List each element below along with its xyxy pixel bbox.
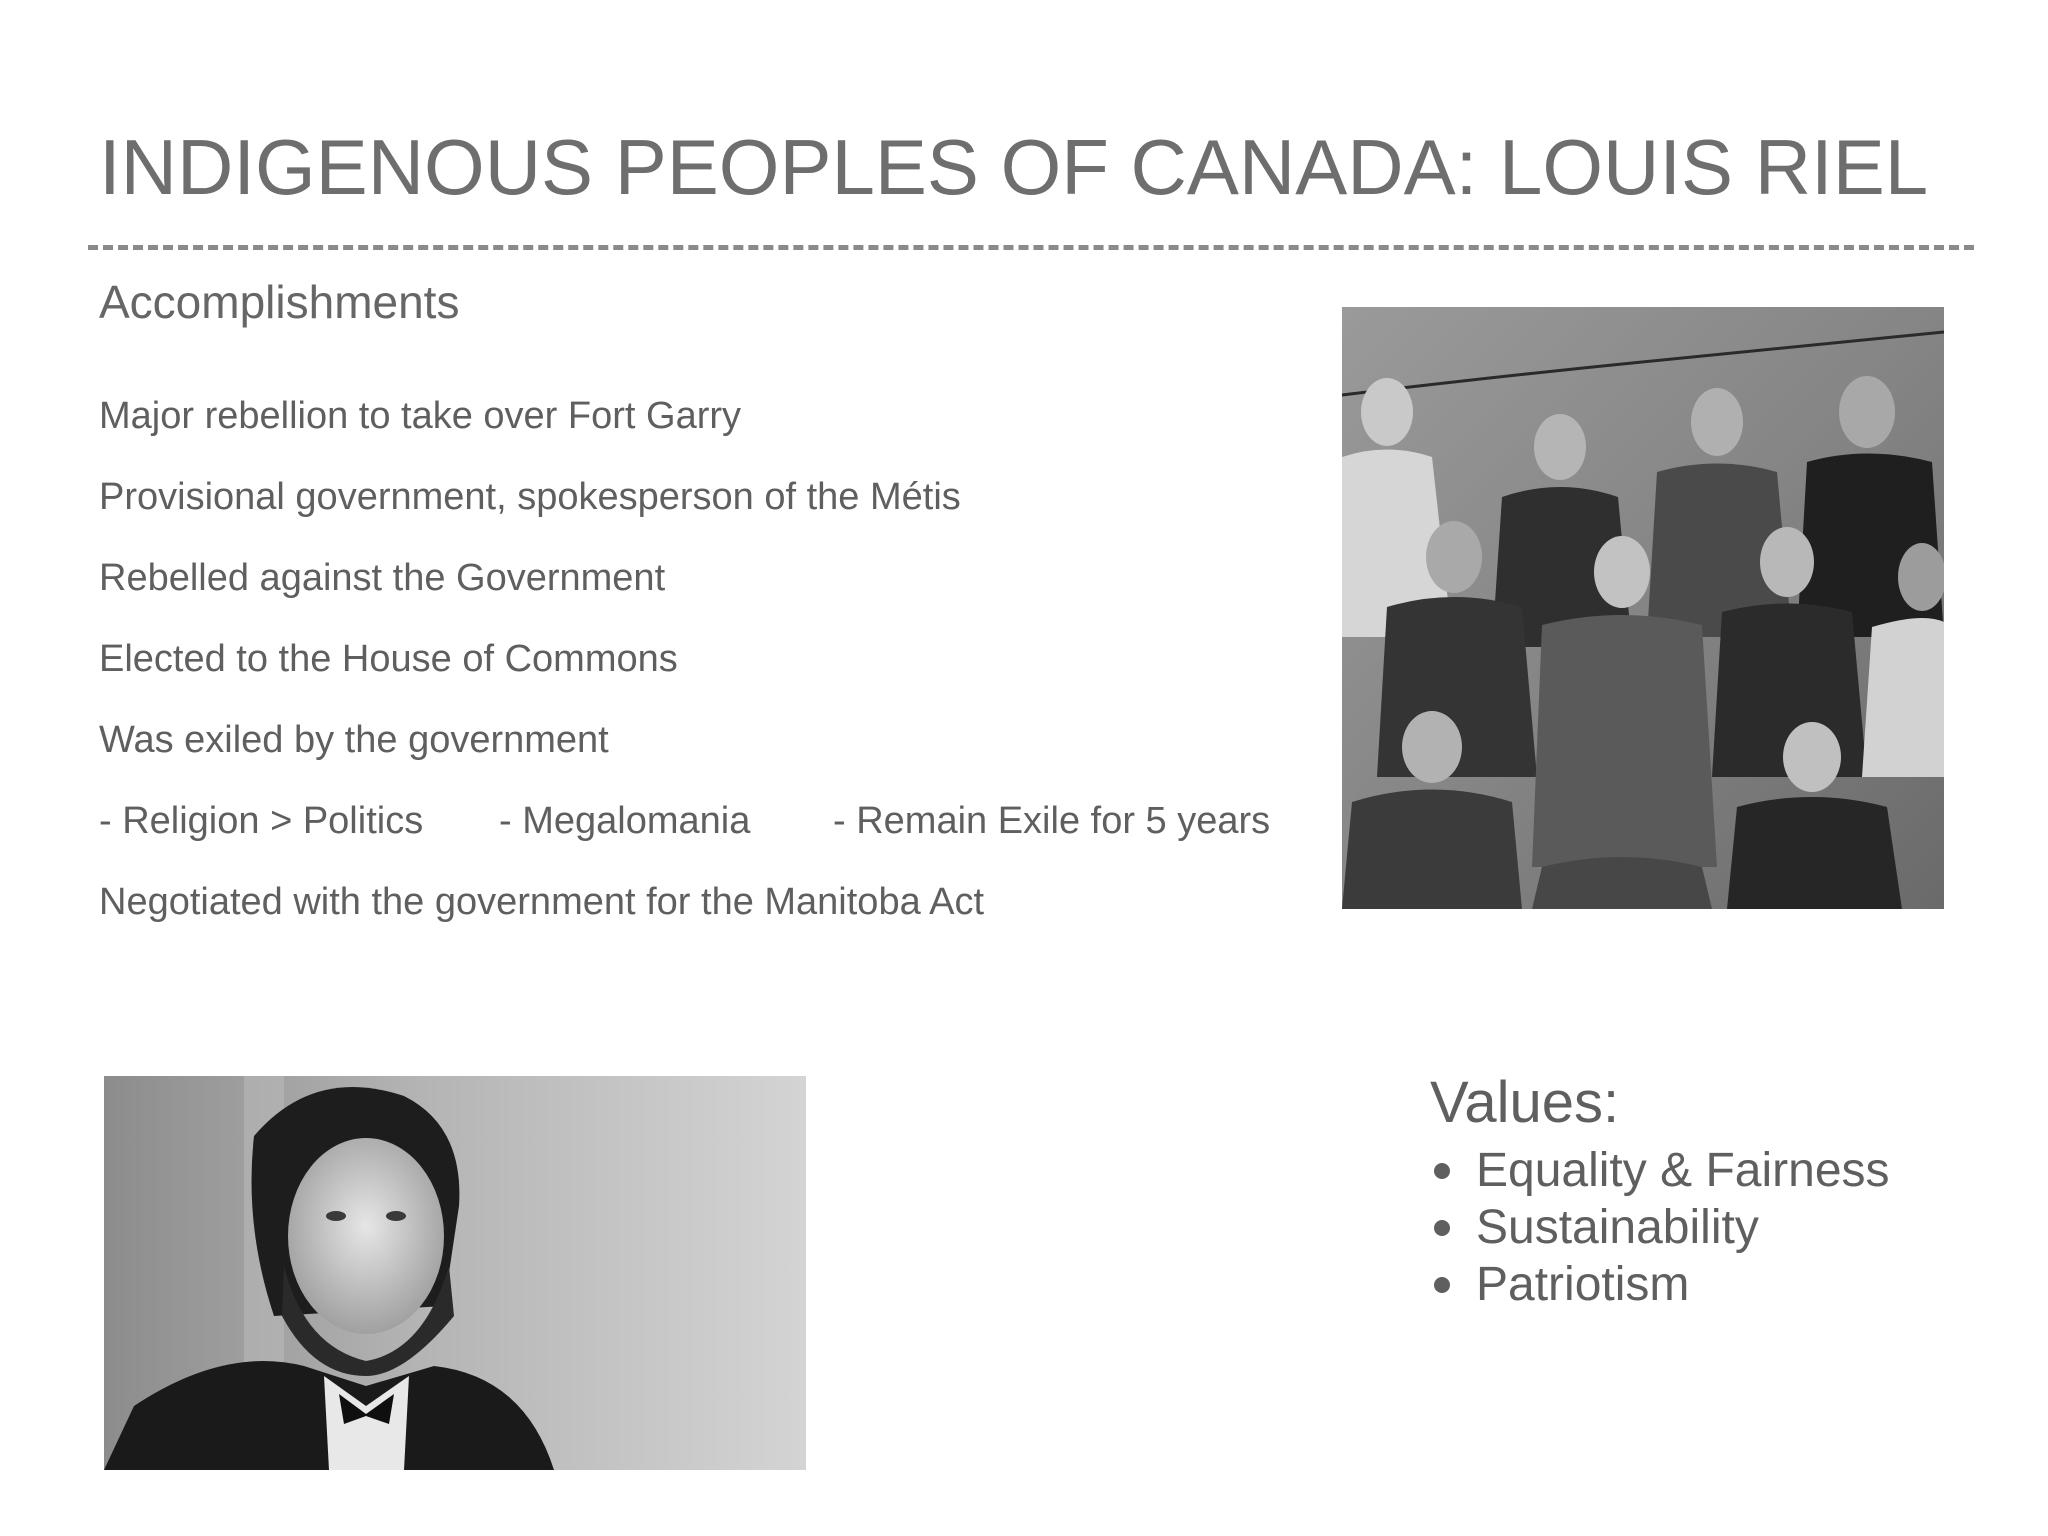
sub-point: - Remain Exile for 5 years <box>833 800 1271 842</box>
value-label: Equality & Fairness <box>1476 1144 1890 1197</box>
slide-title: INDIGENOUS PEOPLES OF CANADA: LOUIS RIEL <box>99 123 1929 211</box>
bullet-icon <box>1434 1163 1450 1179</box>
sub-point: - Megalomania <box>499 800 751 842</box>
value-label: Sustainability <box>1476 1201 1759 1254</box>
values-list <box>1430 1142 1890 1313</box>
accomplishment-item: Was exiled by the government <box>99 719 609 761</box>
group-photo-image <box>1342 307 1944 909</box>
accomplishment-item: Major rebellion to take over Fort Garry <box>99 395 742 437</box>
portrait-photo <box>104 1076 806 1470</box>
sub-point: - Religion > Politics <box>99 800 424 842</box>
accomplishment-item: Provisional government, spokesperson of the Métis <box>99 476 961 518</box>
sub-points-row <box>99 798 1270 879</box>
section-heading: Accomplishments <box>99 276 460 328</box>
accomplishment-item: Elected to the House of Commons <box>99 638 678 680</box>
bullet-icon <box>1434 1220 1450 1236</box>
value-label: Patriotism <box>1476 1258 1690 1311</box>
accomplishment-item: Negotiated with the government for the Manitoba Act <box>99 881 985 923</box>
value-item <box>1430 1142 1890 1199</box>
bullet-icon <box>1434 1277 1450 1293</box>
accomplishment-item: Rebelled against the Government <box>99 557 666 599</box>
value-item <box>1430 1256 1890 1313</box>
accomplishments-list <box>99 393 1270 960</box>
values-heading: Values: <box>1430 1070 1620 1135</box>
group-photo <box>1342 307 1944 909</box>
value-item <box>1430 1199 1890 1256</box>
title-divider <box>88 245 1974 250</box>
portrait-image <box>104 1076 806 1470</box>
